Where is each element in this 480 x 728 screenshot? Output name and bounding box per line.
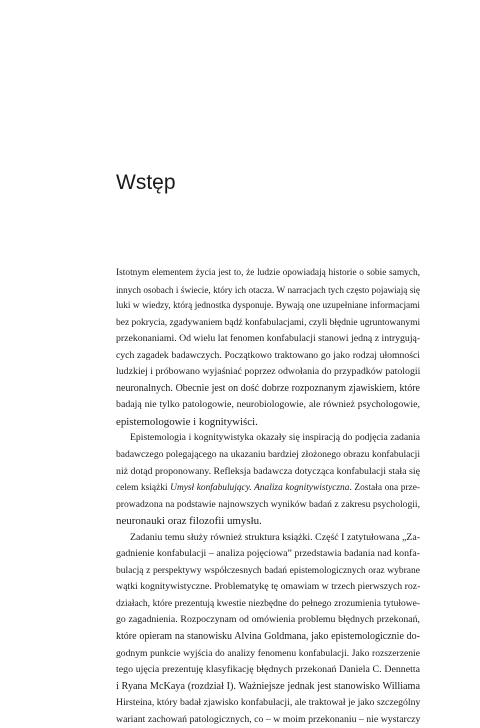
text-line: go zagadnienia. Rozpoczynam od omówienia problemu błędnych przekonań,: [116, 614, 420, 626]
text-line: neuronauki oraz filozofii umysłu.: [116, 515, 262, 528]
text-line: wariant zachowań patologicznych, co – w moim przekonaniu – nie wystarczy: [116, 713, 421, 725]
paragraph: [116, 430, 420, 529]
text-line: luki w wiedzy, którą jednostka dysponuje. Bywają one uzupełniane informacjami: [116, 301, 420, 312]
text-segment: celem książki: [116, 483, 171, 494]
text-line: bez pokrycia, zgadywaniem bądź konfabulacjami, czyli błędnie ugruntowanymi: [116, 317, 421, 328]
text-line: badawczego polegającego na ukazaniu bardziej złożonego obrazu konfabulacji: [116, 449, 420, 461]
text-line: gadnienie konfabulacji – analiza pojęciowa” przedstawia badania nad konfa-: [116, 548, 420, 560]
text-line: i Ryana McKaya (rozdział I). Ważniejsze jednak jest stanowisko Williama: [116, 680, 420, 692]
text-line: wątki kognitywistyczne. Problematykę tę omawiam w trzech pierwszych roz-: [116, 581, 421, 593]
text-segment: . Została ona prze-: [349, 483, 421, 494]
chapter-title: Wstęp: [116, 171, 176, 194]
text-line: cych zagadek badawczych. Początkowo traktowano go jako rodzaj ułomności: [116, 349, 420, 361]
text-line: Hirsteina, który badał zjawisko konfabulacji, ale traktował je jako szczególny: [116, 697, 421, 709]
book-title: Umysł konfabulujący. Analiza kognitywistyczna: [170, 483, 350, 494]
text-line: Epistemologia i kognitywistyka okazały się inspiracją do podjęcia zadania: [130, 432, 420, 444]
text-line: tego ujęcia prezentuję klasyfikację błędnych przekonań Daniela C. Dennetta: [116, 664, 420, 676]
text-line: Zadaniu temu służy również struktura książki. Część I zatytułowana „Za-: [130, 531, 421, 543]
text-line: prowadzona na podstawie najnowszych wyników badań z zakresu psychologii,: [116, 498, 420, 510]
text-line: które opieram na stanowisku Alvina Goldmana, jako epistemologicznie do-: [116, 631, 420, 643]
text-line: epistemologowie i kognitywiści.: [116, 415, 258, 428]
body-text: [116, 265, 420, 728]
text-line: godnym punkcie wyjścia do analizy fenomenu konfabulacji. Jako rozszerzenie: [116, 647, 420, 659]
text-line: bulacją z perspektywy współczesnych badań epistemologicznych oraz wybrane: [116, 565, 420, 576]
text-line: badają nie tylko patologowie, neurobiologowie, ale również psychologowie,: [116, 399, 420, 411]
paragraph: [116, 265, 420, 430]
paragraph: [116, 530, 420, 728]
text-line: neuronalnych. Obecnie jest on dość dobrze rozpoznanym zjawiskiem, które: [116, 382, 420, 394]
text-line: niż dotąd proponowany. Refleksja badawcza dotycząca konfabulacji stała się: [116, 465, 420, 477]
text-line: [116, 480, 420, 497]
text-line: ludzkiej i próbowano wyjaśniać poprzez odwołania do przypadków patologii: [116, 366, 421, 378]
text-line: innych osobach i świecie, który ich otacza. W narracjach tych często pojawiają się: [116, 284, 420, 295]
text-line: Istotnym elementem życia jest to, że ludzie opowiadają historie o sobie samych,: [116, 268, 420, 278]
text-line: działach, które prezentują kwestie niezbędne do pełnego zrozumienia tytułowe-: [116, 598, 420, 609]
text-line: przekonaniami. Od wielu lat fenomen konfabulacji stanowi jedną z intrygują-: [116, 333, 421, 345]
